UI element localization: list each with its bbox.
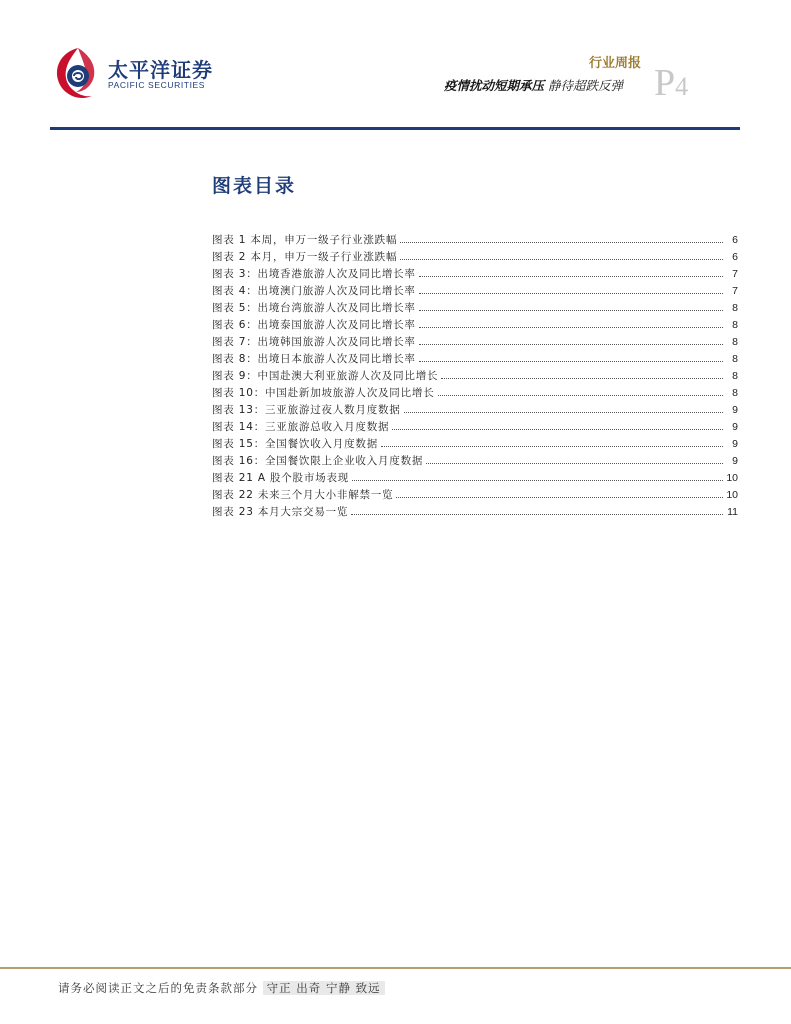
toc-entry-label[interactable]: 图表 21 A 股个股市场表现 <box>212 472 350 484</box>
toc-entry-label[interactable]: 图表 22 未来三个月大小非解禁一览 <box>212 489 394 501</box>
footer-motto: 守正 出奇 宁静 致远 <box>263 981 385 995</box>
toc-entry-label[interactable]: 图表 23 本月大宗交易一览 <box>212 506 349 518</box>
toc-entry[interactable] <box>212 283 738 300</box>
toc-entry-page[interactable]: 6 <box>732 234 738 246</box>
footer <box>58 980 385 996</box>
toc-leader-dots <box>352 479 723 481</box>
toc-leader-dots <box>400 241 723 243</box>
toc-entry[interactable] <box>212 419 738 436</box>
toc-entry-page[interactable]: 7 <box>732 285 738 297</box>
toc-leader-dots <box>419 292 723 294</box>
toc-leader-dots <box>404 411 723 413</box>
toc-entry[interactable] <box>212 385 738 402</box>
toc-entry-page[interactable]: 10 <box>726 489 738 501</box>
toc-entry-page[interactable]: 8 <box>732 302 738 314</box>
toc-entry-page[interactable]: 8 <box>732 319 738 331</box>
toc-leader-dots <box>438 394 724 396</box>
toc-entry[interactable] <box>212 487 738 504</box>
toc-entry-label[interactable]: 图表 6：出境泰国旅游人次及同比增长率 <box>212 319 416 331</box>
page-number-prefix: P <box>654 62 676 104</box>
toc-entry[interactable] <box>212 453 738 470</box>
toc-entry-page[interactable]: 9 <box>732 455 738 467</box>
toc-entry-label[interactable]: 图表 3：出境香港旅游人次及同比增长率 <box>212 268 416 280</box>
toc-entry-label[interactable]: 图表 1 本周，申万一级子行业涨跌幅 <box>212 234 398 246</box>
toc-entry[interactable] <box>212 249 738 266</box>
footer-divider <box>0 967 791 969</box>
toc-entry-page[interactable]: 8 <box>732 353 738 365</box>
toc-entry[interactable] <box>212 470 738 487</box>
toc-entry-label[interactable]: 图表 9：中国赴澳大利亚旅游人次及同比增长 <box>212 370 439 382</box>
toc-entry-page[interactable]: 9 <box>732 421 738 433</box>
toc-leader-dots <box>392 428 723 430</box>
toc-entry-page[interactable]: 11 <box>727 506 738 518</box>
toc-entry-label[interactable]: 图表 13：三亚旅游过夜人数月度数据 <box>212 404 401 416</box>
toc-entry-label[interactable]: 图表 8：出境日本旅游人次及同比增长率 <box>212 353 416 365</box>
report-type-label: 行业周报 <box>588 56 641 71</box>
toc-entry-page[interactable]: 9 <box>732 404 738 416</box>
toc-entry-label[interactable]: 图表 4：出境澳门旅游人次及同比增长率 <box>212 285 416 297</box>
toc-entry-page[interactable]: 6 <box>732 251 738 263</box>
logo-chinese-name: 太平洋证券 <box>108 58 213 82</box>
toc-entry[interactable] <box>212 504 738 521</box>
toc-leader-dots <box>400 258 723 260</box>
toc-entry[interactable] <box>212 368 738 385</box>
toc-leader-dots <box>419 309 723 311</box>
toc-entry-label[interactable]: 图表 5：出境台湾旅游人次及同比增长率 <box>212 302 416 314</box>
toc-entry-page[interactable]: 8 <box>732 387 738 399</box>
logo-english-name: PACIFIC SECURITIES <box>108 80 206 90</box>
toc-leader-dots <box>419 360 723 362</box>
toc-entry-page[interactable]: 10 <box>726 472 738 484</box>
toc-entry[interactable] <box>212 300 738 317</box>
toc-entry-label[interactable]: 图表 10：中国赴新加坡旅游人次及同比增长 <box>212 387 435 399</box>
toc-entry[interactable] <box>212 266 738 283</box>
pacific-securities-logo-icon <box>52 44 104 104</box>
footer-disclaimer: 请务必阅读正文之后的免责条款部分 <box>58 981 258 995</box>
toc-entry-label[interactable]: 图表 7：出境韩国旅游人次及同比增长率 <box>212 336 416 348</box>
toc-leader-dots <box>381 445 723 447</box>
toc-entry[interactable] <box>212 436 738 453</box>
toc-entry-page[interactable]: 9 <box>732 438 738 450</box>
toc-entry[interactable] <box>212 232 738 249</box>
toc-entry[interactable] <box>212 351 738 368</box>
toc-entry-page[interactable]: 7 <box>732 268 738 280</box>
toc-leader-dots <box>351 513 723 515</box>
page-number <box>654 64 688 102</box>
toc-leader-dots <box>426 462 723 464</box>
toc-entry-page[interactable]: 8 <box>732 336 738 348</box>
toc-entry[interactable] <box>212 317 738 334</box>
toc-leader-dots <box>419 343 723 345</box>
toc-leader-dots <box>396 496 723 498</box>
toc-leader-dots <box>441 377 723 379</box>
company-logo <box>52 44 232 104</box>
toc-entry[interactable] <box>212 402 738 419</box>
toc-entry[interactable] <box>212 334 738 351</box>
toc-entry-label[interactable]: 图表 14：三亚旅游总收入月度数据 <box>212 421 390 433</box>
toc-entry-label[interactable]: 图表 16：全国餐饮限上企业收入月度数据 <box>212 455 424 467</box>
header-divider <box>50 127 740 130</box>
toc-entry-label[interactable]: 图表 15：全国餐饮收入月度数据 <box>212 438 378 450</box>
page-number-value: 4 <box>675 72 689 101</box>
toc-list <box>212 232 738 521</box>
toc-entry-page[interactable]: 8 <box>732 370 738 382</box>
toc-leader-dots <box>419 326 723 328</box>
report-title <box>444 76 623 94</box>
toc-entry-label[interactable]: 图表 2 本月，申万一级子行业涨跌幅 <box>212 251 398 263</box>
toc-heading: 图表目录 <box>212 175 297 197</box>
report-title-sub: 静待超跌反弹 <box>548 78 624 93</box>
report-title-main: 疫情扰动短期承压 <box>444 78 545 93</box>
toc-leader-dots <box>419 275 723 277</box>
